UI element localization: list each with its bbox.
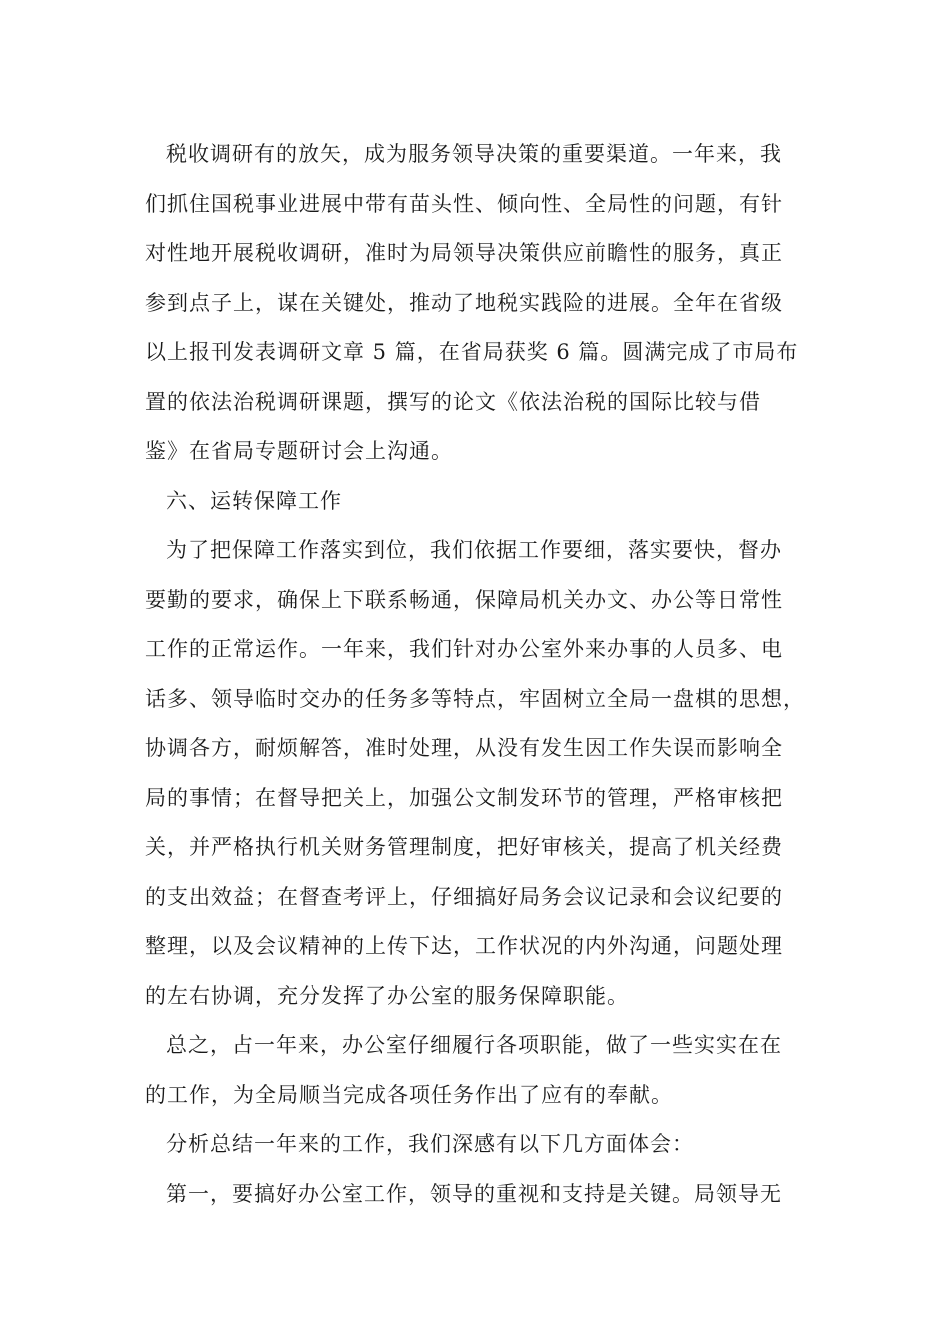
document-body: [145, 130, 835, 1219]
text-line: 鉴》在省局专题研讨会上沟通。: [145, 439, 453, 463]
section-heading: 六、运转保障工作: [166, 488, 342, 513]
text-line: 为了把保障工作落实到位，我们依据工作要细，落实要快，督办: [166, 538, 782, 562]
text-line: 要勤的要求，确保上下联系畅通，保障局机关办文、办公等日常性: [145, 587, 783, 612]
text-line: 们抓住国税事业进展中带有苗头性、倾向性、全局性的问题，有针: [145, 191, 783, 216]
text-line: 的支出效益；在督查考评上，仔细搞好局务会议记录和会议纪要的: [145, 884, 783, 909]
text-line: 第一，要搞好办公室工作，领导的重视和支持是关键。局领导无: [166, 1181, 782, 1206]
text-line: 工作的正常运作。一年来，我们针对办公室外来办事的人员多、电: [145, 637, 783, 661]
text-line: 参到点子上，谋在关键处，推动了地税实践险的进展。全年在省级: [145, 290, 783, 315]
text-line: 税收调研有的放矢，成为服务领导决策的重要渠道。一年来，我: [166, 142, 782, 166]
text-line: 的左右协调，充分发挥了办公室的服务保障职能。: [145, 983, 629, 1008]
text-line: 以上报刊发表调研文章 5 篇，在省局获奖 6 篇。圆满完成了市局布: [145, 340, 799, 364]
text-line: 局的事情；在督导把关上，加强公文制发环节的管理，严格审核把: [145, 785, 783, 810]
text-line: 话多、领导临时交办的任务多等特点，牢固树立全局一盘棋的思想，: [145, 686, 805, 711]
text-line: 的工作，为全局顺当完成各项任务作出了应有的奉献。: [145, 1082, 673, 1107]
text-line: 置的依法治税调研课题，撰写的论文《依法治税的国际比较与借: [145, 389, 761, 414]
text-line: 对性地开展税收调研，准时为局领导决策供应前瞻性的服务，真正: [145, 241, 783, 265]
text-line: 关，并严格执行机关财务管理制度，把好审核关，提高了机关经费: [145, 835, 783, 859]
text-line: 整理，以及会议精神的上传下达，工作状况的内外沟通，问题处理: [145, 934, 783, 958]
text-line: 协调各方，耐烦解答，准时处理，从没有发生因工作失误而影响全: [145, 736, 783, 760]
text-line: 分析总结一年来的工作，我们深感有以下几方面体会：: [166, 1132, 694, 1156]
text-line: 总之，占一年来，办公室仔细履行各项职能，做了一些实实在在: [166, 1033, 782, 1057]
